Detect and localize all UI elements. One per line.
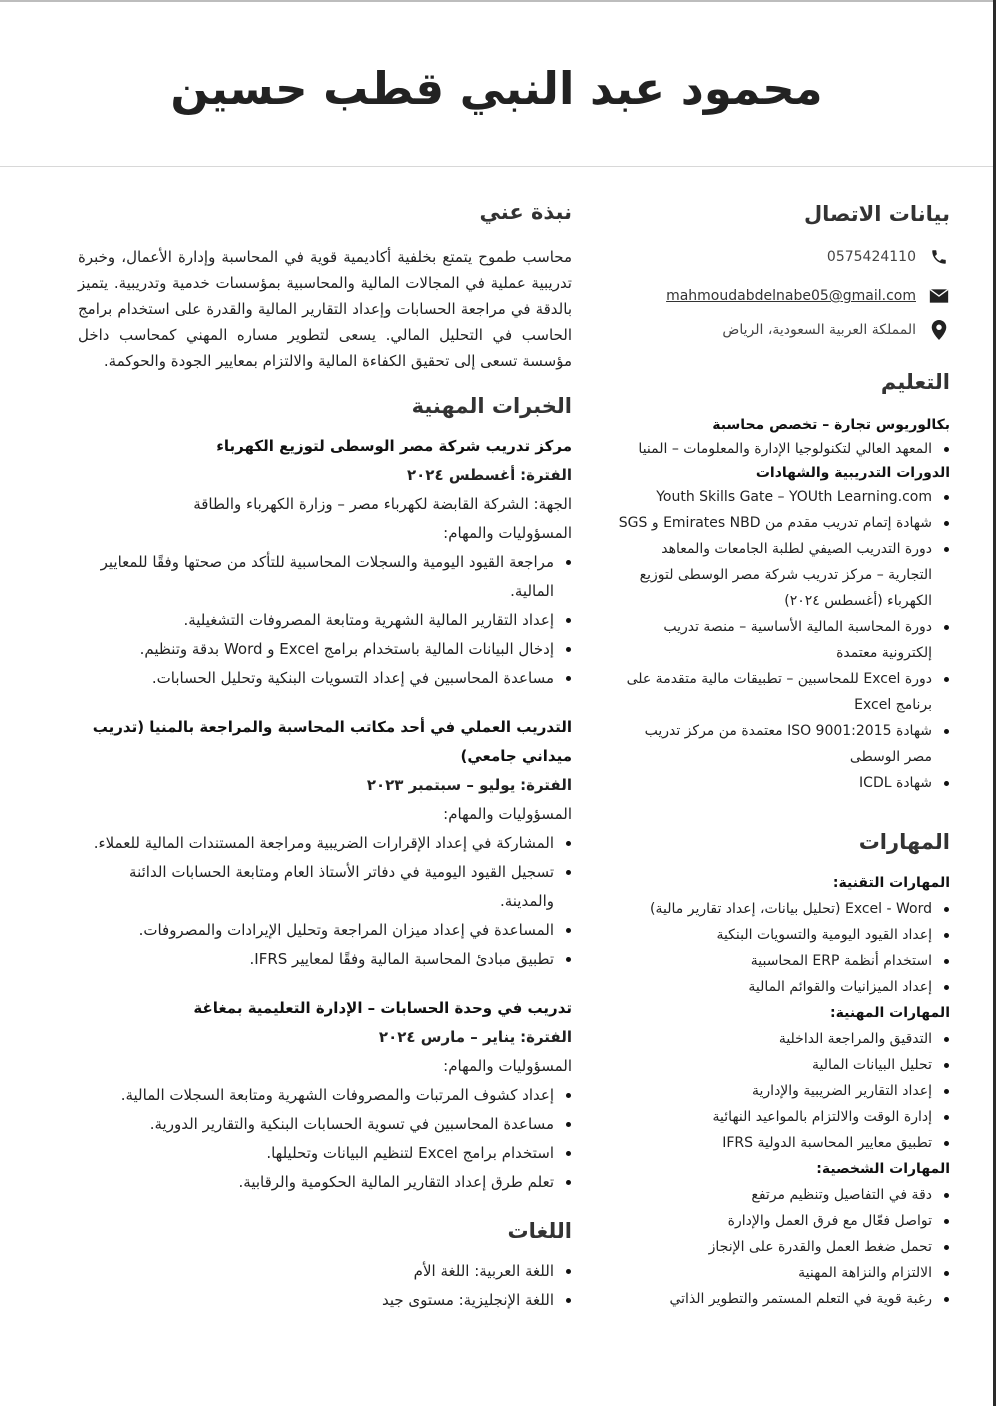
skill-item: إعداد التقارير الضريبية والإدارية — [614, 1078, 932, 1104]
period-label: الفترة: — [520, 776, 572, 794]
task-item: مساعدة المحاسبين في إعداد التسويات البنكية وتحليل الحسابات. — [78, 664, 554, 693]
responsibilities-label: المسؤوليات والمهام: — [443, 524, 572, 542]
phone-icon — [928, 248, 950, 266]
skills-heading: المهارات — [858, 830, 950, 854]
phone-number: 0575424110 — [826, 249, 916, 265]
period-value: يوليو – سبتمبر ٢٠٢٣ — [366, 776, 516, 794]
left-column — [78, 196, 572, 1315]
language-item: اللغة الإنجليزية: مستوى جيد — [78, 1286, 554, 1315]
degree: بكالوريوس تجارة – تخصص محاسبة — [712, 417, 950, 433]
task-item: مساعدة المحاسبين في تسوية الحسابات البنكية والتقارير الدورية. — [78, 1110, 554, 1139]
job-period — [78, 461, 572, 490]
task-item: تسجيل القيود اليومية في دفاتر الأستاذ العام ومتابعة الحسابات الدائنة والمدينة. — [78, 858, 554, 916]
task-item: تطبيق مبادئ المحاسبة المالية وفقًا لمعايير IFRS. — [78, 945, 554, 974]
professional-skills-heading: المهارات المهنية: — [830, 1005, 950, 1021]
contact-heading: بيانات الاتصال — [803, 202, 950, 226]
about-text: محاسب طموح يتمتع بخلفية أكاديمية قوية في المحاسبة وإدارة الأعمال، وخبرة تدريبية عملية في المجالات المالية والمحاسبية بمؤسسات خدمية وتدريبية. يتميز بالدقة في مراجعة الحسابات وإعداد التقارير المالية والقدرة على استخدام برامج الحاسب في التحليل المالي. يسعى لتطوير مساره المهني كمحاسب داخل مؤسسة تسعى إلى تحقيق الكفاءة المالية والالتزام بمعايير الجودة والحوكمة. — [78, 248, 572, 370]
course-item: دورة المحاسبة المالية الأساسية – منصة تدريب إلكترونية معتمدة — [614, 614, 932, 666]
contact-phone[interactable] — [614, 248, 950, 266]
course-item: دورة التدريب الصيفي لطلبة الجامعات والمعاهد التجارية – مركز تدريب شركة مصر الوسطى لتوزيع الكهرباء (أغسطس ٢٠٢٤) — [614, 536, 932, 614]
job-period — [78, 1023, 572, 1052]
course-item: شهادة ICDL — [614, 770, 932, 796]
job-entry — [78, 432, 572, 693]
task-item: مراجعة القيود اليومية والسجلات المحاسبية للتأكد من صحتها وفقًا للمعايير المالية. — [78, 548, 554, 606]
technical-skills-list — [614, 896, 950, 1000]
skill-item: دقة في التفاصيل وتنظيم مرتفع — [614, 1182, 932, 1208]
task-list — [78, 548, 572, 693]
languages-heading: اللغات — [507, 1219, 572, 1243]
job-title: التدريب العملي في أحد مكاتب المحاسبة والمراجعة بالمنيا (تدريب ميداني جامعي) — [92, 718, 572, 765]
professional-skills-list — [614, 1026, 950, 1156]
courses-list — [614, 484, 950, 796]
task-item: إعداد كشوف المرتبات والمصروفات الشهرية ومتابعة السجلات المالية. — [78, 1081, 554, 1110]
course-item: Youth Skills Gate – YOUth Learning.com — [614, 484, 932, 510]
location-text: المملكة العربية السعودية، الرياض — [722, 322, 916, 338]
task-item: تعلم طرق إعداد التقارير المالية الحكومية والرقابية. — [78, 1168, 554, 1197]
skill-item: تحمل ضغط العمل والقدرة على الإنجاز — [614, 1234, 932, 1260]
course-item: شهادة إتمام تدريب مقدم من Emirates NBD و SGS — [614, 510, 932, 536]
skill-item: تواصل فعّال مع فرق العمل والإدارة — [614, 1208, 932, 1234]
skill-item: تطبيق معايير المحاسبة الدولية IFRS — [614, 1130, 932, 1156]
skill-item: التدقيق والمراجعة الداخلية — [614, 1026, 932, 1052]
skill-item: إدارة الوقت والالتزام بالمواعيد النهائية — [614, 1104, 932, 1130]
job-entry — [78, 994, 572, 1197]
skill-item: إعداد القيود اليومية والتسويات البنكية — [614, 922, 932, 948]
period-label: الفترة: — [520, 466, 572, 484]
job-period — [78, 771, 572, 800]
responsibilities-label: المسؤوليات والمهام: — [443, 805, 572, 823]
about-heading: نبذة عني — [479, 200, 572, 224]
period-value: يناير – مارس ٢٠٢٤ — [378, 1028, 516, 1046]
period-value: أغسطس ٢٠٢٤ — [407, 466, 516, 484]
task-list — [78, 1081, 572, 1197]
institute: المعهد العالي لتكنولوجيا الإدارة والمعلومات – المنيا — [614, 436, 932, 462]
email-link[interactable]: mahmoudabdelnabe05@gmail.com — [666, 288, 916, 304]
job-entity: الجهة: الشركة القابضة لكهرباء مصر – وزارة الكهرباء والطاقة — [193, 495, 572, 513]
responsibilities-label: المسؤوليات والمهام: — [443, 1057, 572, 1075]
education-heading: التعليم — [880, 370, 950, 394]
location-pin-icon — [928, 320, 950, 340]
header — [0, 0, 993, 167]
languages-list — [78, 1257, 572, 1315]
skill-item: استخدام أنظمة ERP المحاسبية — [614, 948, 932, 974]
task-item: إعداد التقارير المالية الشهرية ومتابعة المصروفات التشغيلية. — [78, 606, 554, 635]
contact-email[interactable] — [614, 288, 950, 304]
experience-heading: الخبرات المهنية — [411, 394, 572, 418]
job-title: تدريب في وحدة الحسابات – الإدارة التعليمية بمغاغة — [193, 999, 572, 1017]
task-item: المشاركة في إعداد الإقرارات الضريبية ومراجعة المستندات المالية للعملاء. — [78, 829, 554, 858]
contact-location — [614, 320, 950, 340]
task-item: المساعدة في إعداد ميزان المراجعة وتحليل الإيرادات والمصروفات. — [78, 916, 554, 945]
right-column — [614, 196, 950, 1312]
technical-skills-heading: المهارات التقنية: — [832, 875, 950, 891]
language-item: اللغة العربية: اللغة الأم — [78, 1257, 554, 1286]
skill-item: Excel - Word (تحليل بيانات، إعداد تقارير مالية) — [614, 896, 932, 922]
courses-heading: الدورات التدريبية والشهادات — [755, 465, 950, 481]
skill-item: إعداد الميزانيات والقوائم المالية — [614, 974, 932, 1000]
task-item: إدخال البيانات المالية باستخدام برامج Excel و Word بدقة وتنظيم. — [78, 635, 554, 664]
mail-icon — [928, 288, 950, 304]
task-list — [78, 829, 572, 974]
skill-item: تحليل البيانات المالية — [614, 1052, 932, 1078]
course-item: دورة Excel للمحاسبين – تطبيقات مالية متقدمة على برنامج Excel — [614, 666, 932, 718]
course-item: شهادة ISO 9001:2015 معتمدة من مركز تدريب مصر الوسطى — [614, 718, 932, 770]
personal-skills-heading: المهارات الشخصية: — [816, 1161, 950, 1177]
period-label: الفترة: — [520, 1028, 572, 1046]
job-entry — [78, 713, 572, 974]
skill-item: الالتزام والنزاهة المهنية — [614, 1260, 932, 1286]
personal-skills-list — [614, 1182, 950, 1312]
person-name: محمود عبد النبي قطب حسين — [170, 62, 823, 115]
task-item: استخدام برامج Excel لتنظيم البيانات وتحليلها. — [78, 1139, 554, 1168]
job-title: مركز تدريب شركة مصر الوسطى لتوزيع الكهرباء — [216, 437, 572, 455]
institute-list — [614, 436, 950, 462]
skill-item: رغبة قوية في التعلم المستمر والتطوير الذاتي — [614, 1286, 932, 1312]
